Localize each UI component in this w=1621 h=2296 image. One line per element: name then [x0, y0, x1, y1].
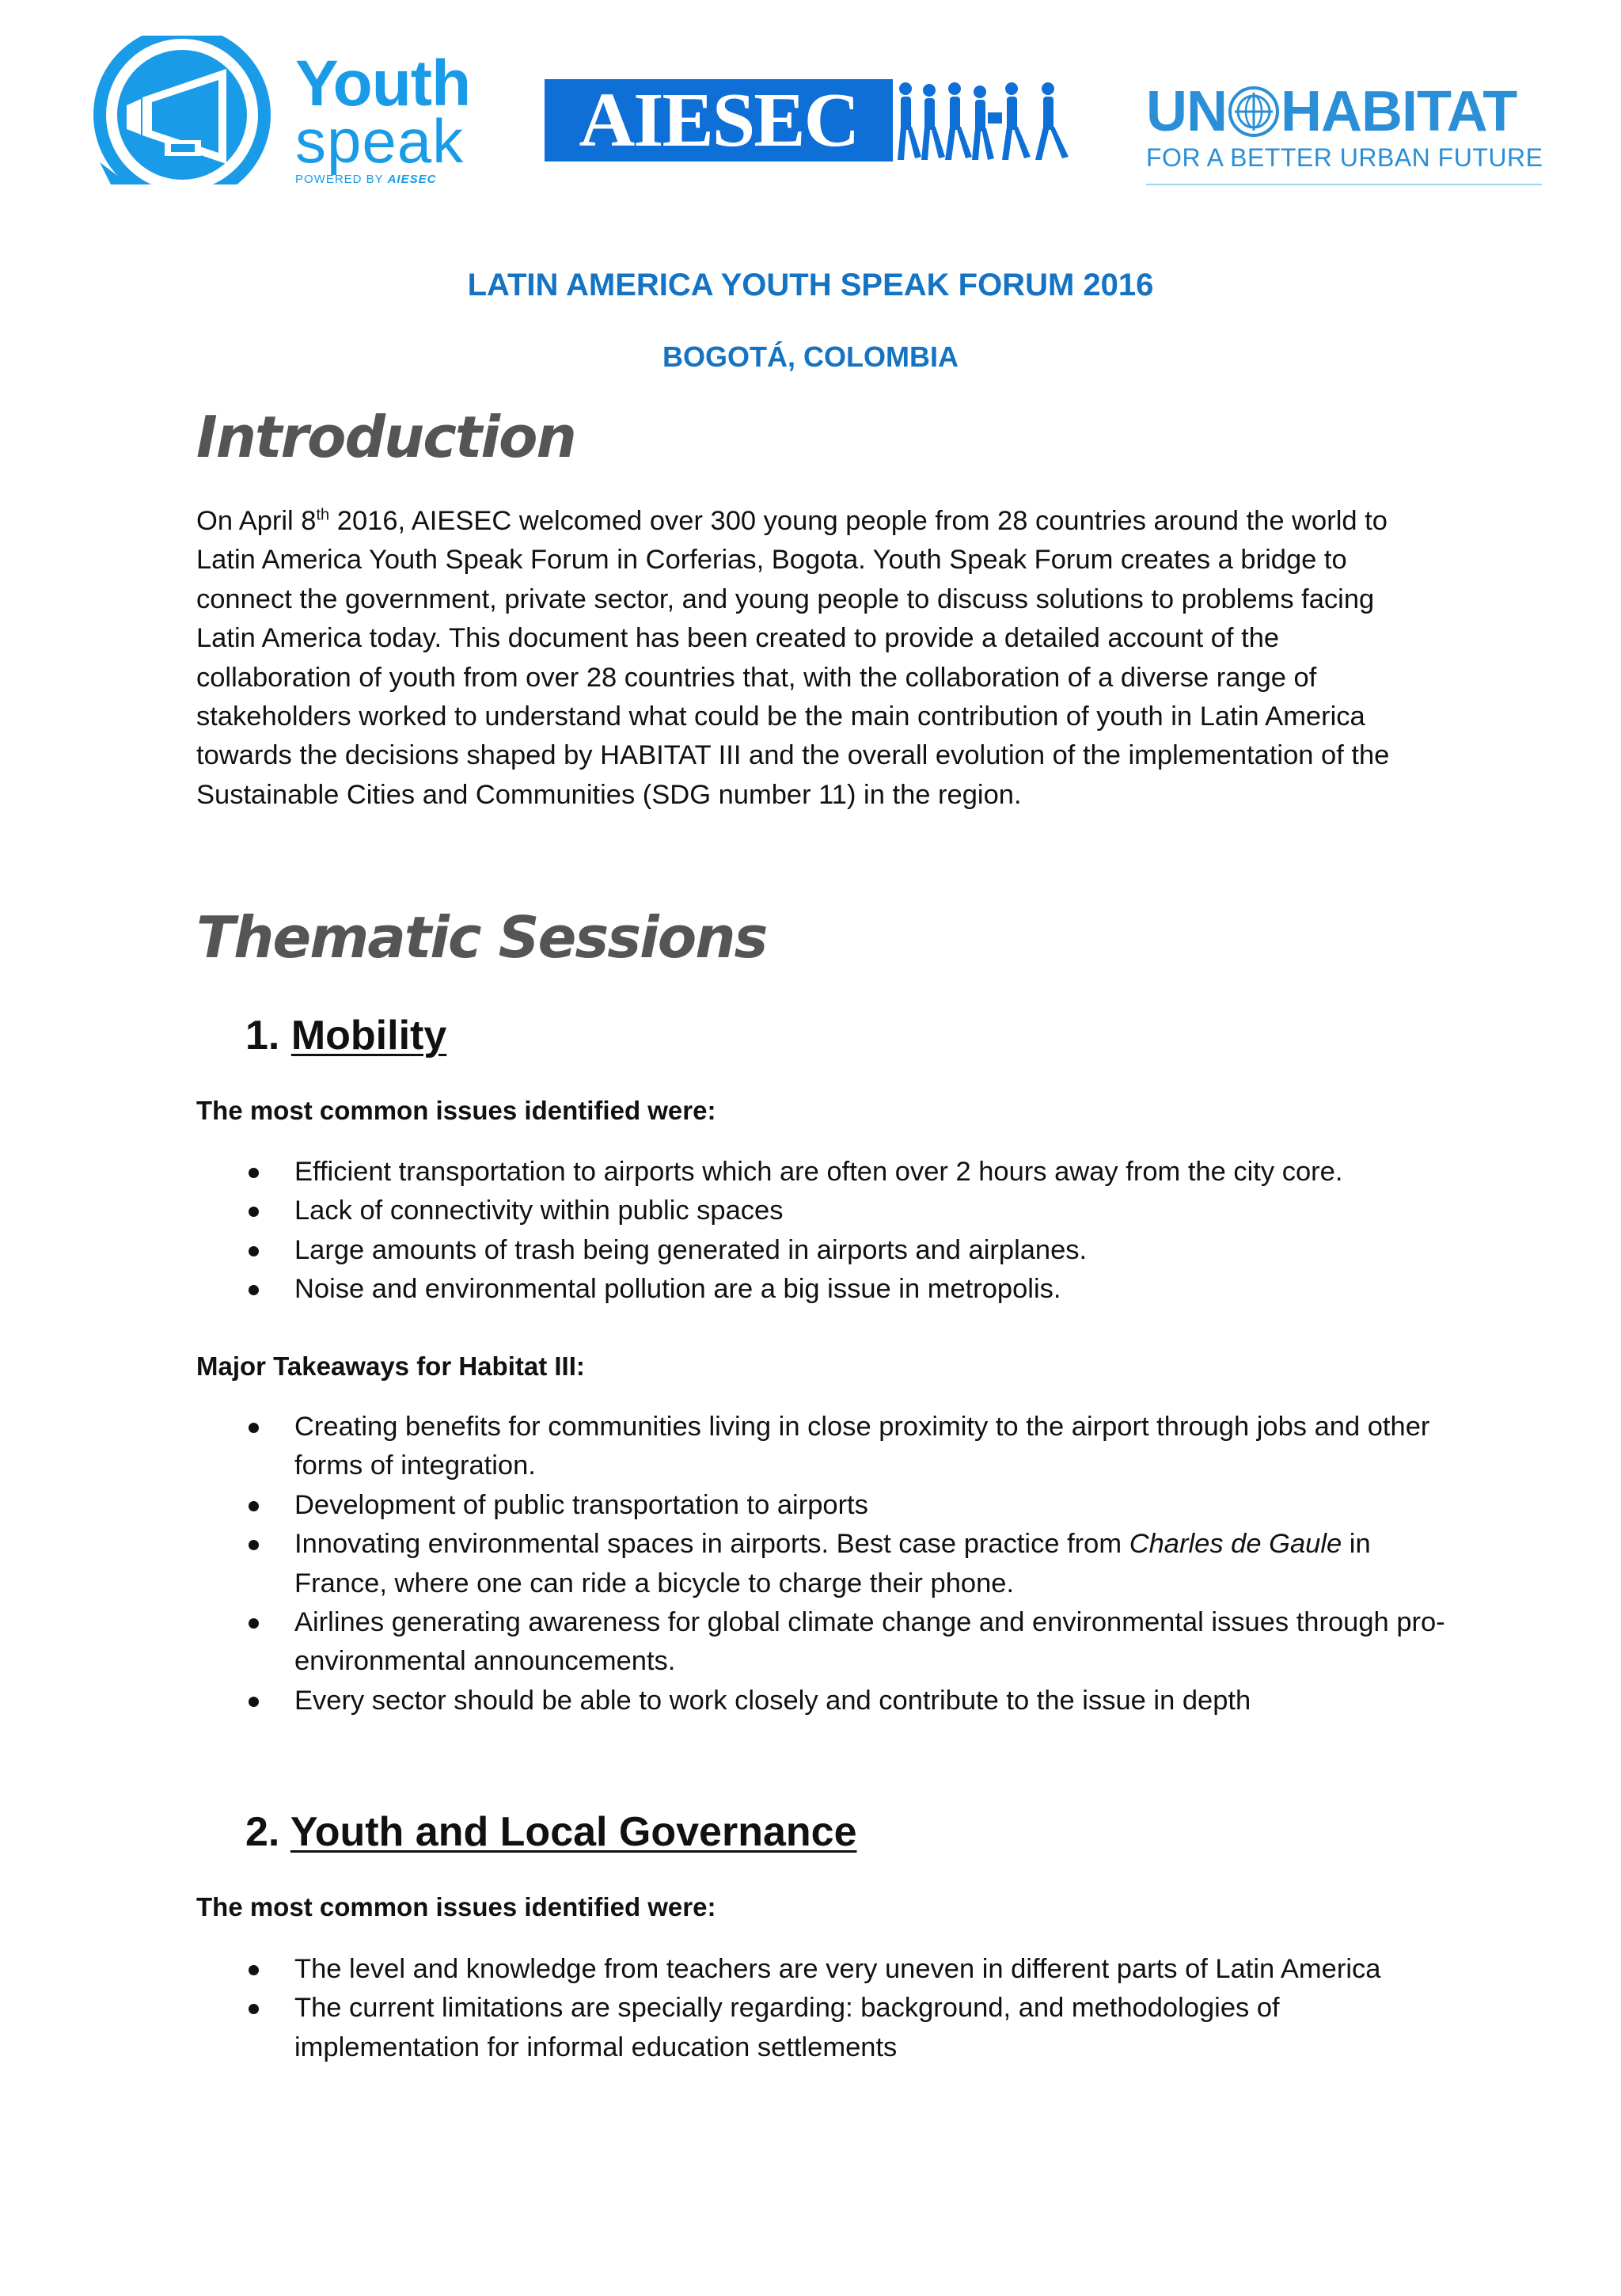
session-1-takeaways-list	[245, 1408, 1448, 1720]
list-item: Large amounts of trash being generated in airports and airplanes.	[245, 1231, 1448, 1270]
introduction-paragraph	[196, 502, 1431, 815]
unhabitat-logo	[1146, 80, 1550, 178]
list-item	[245, 1525, 1448, 1603]
thematic-sessions-heading: Thematic Sessions	[196, 904, 767, 971]
unhabitat-habitat-text: HABITAT	[1281, 80, 1517, 143]
session-2-title: Youth and Local Governance	[290, 1809, 857, 1855]
session-1-issues-list	[245, 1153, 1448, 1310]
intro-lead: On April 8	[196, 506, 317, 536]
aiesec-logo	[545, 79, 1083, 166]
list-item: Development of public transportation to airports	[245, 1486, 1448, 1525]
session-1-issues-label: The most common issues identified were:	[196, 1096, 716, 1125]
document-title: LATIN AMERICA YOUTH SPEAK FORUM 2016	[467, 268, 1154, 302]
takeaway-text-emphasis: Charles de Gaule	[1129, 1529, 1342, 1560]
list-item: Noise and environmental pollution are a big issue in metropolis.	[245, 1270, 1448, 1309]
intro-body: 2016, AIESEC welcomed over 300 young people from 28 countries around the world to Latin America Youth Speak Forum in Corferias, Bogota. Youth Speak Forum creates a bridge to connect the government, private sector, and young people to discuss solutions to problems facing Latin America today. This document has been created to provide a detailed account of the collaboration of youth from over 28 countries that, with the collaboration of a diverse range of stakeholders worked to understand what could be the main contribution of youth in Latin America towards the decisions shaped by HABITAT III and the overall evolution of the implementation of the Sustainable Cities and Communities (SDG number 11) in the region.	[196, 506, 1390, 810]
list-item: Every sector should be able to work closely and contribute to the issue in depth	[245, 1682, 1448, 1720]
powered-by-brand: AIESEC	[387, 173, 437, 186]
aiesec-wordmark: AIESEC	[545, 79, 893, 162]
list-item: The level and knowledge from teachers are very uneven in different parts of Latin America	[245, 1950, 1448, 1989]
session-1-takeaways-label: Major Takeaways for Habitat III:	[196, 1351, 585, 1381]
session-2-issues-list	[245, 1950, 1448, 2067]
intro-superscript: th	[316, 506, 330, 524]
powered-by-prefix: POWERED BY	[295, 173, 384, 186]
list-item: Creating benefits for communities living in close proximity to the airport through jobs and other forms of integration.	[245, 1408, 1448, 1486]
takeaway-text-post: in France, where one can ride a bicycle to charge their phone.	[294, 1529, 1371, 1598]
un-emblem-icon	[1228, 86, 1279, 137]
list-item: Lack of connectivity within public spaces	[245, 1192, 1448, 1230]
session-1-heading	[245, 1013, 447, 1059]
unhabitat-tagline: FOR A BETTER URBAN FUTURE	[1146, 143, 1543, 172]
unhabitat-un-text: UN	[1146, 80, 1227, 143]
youthspeak-youth-text: Youth	[295, 48, 471, 120]
walking-people-icon	[893, 79, 1083, 166]
youthspeak-speak-text: speak	[295, 106, 465, 176]
takeaway-text-pre: Innovating environmental spaces in airports. Best case practice from	[294, 1529, 1129, 1560]
unhabitat-divider	[1146, 184, 1542, 185]
list-item: Efficient transportation to airports which are often over 2 hours away from the city core.	[245, 1153, 1448, 1192]
megaphone-icon	[85, 36, 283, 194]
logo-bar	[0, 0, 1621, 198]
document-subtitle: BOGOTÁ, COLOMBIA	[662, 340, 959, 373]
session-2-issues-label: The most common issues identified were:	[196, 1892, 716, 1922]
youthspeak-logo	[85, 36, 513, 194]
session-2-number: 2.	[245, 1809, 280, 1855]
list-item: The current limitations are specially regarding: background, and methodologies of implementation for informal education settlements	[245, 1989, 1448, 2067]
list-item: Airlines generating awareness for global climate change and environmental issues through pro-environmental announcements.	[245, 1603, 1448, 1682]
session-1-title: Mobility	[290, 1013, 447, 1059]
session-1-number: 1.	[245, 1013, 280, 1059]
introduction-heading: Introduction	[196, 404, 575, 470]
session-2-heading	[245, 1811, 857, 1853]
